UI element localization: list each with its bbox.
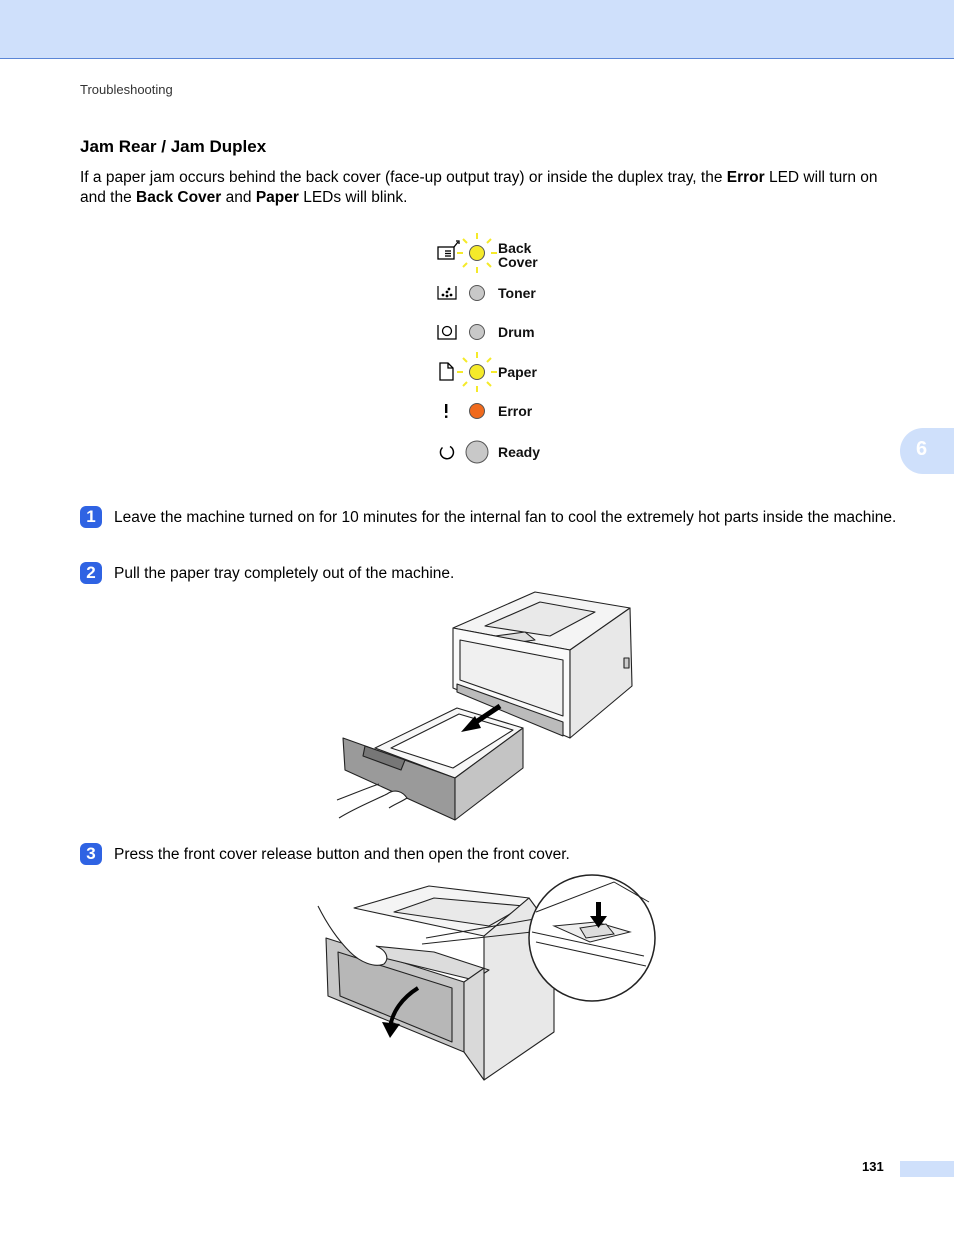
led-back-cover bbox=[470, 246, 485, 261]
page-number: 131 bbox=[862, 1159, 884, 1174]
step-badge bbox=[80, 562, 102, 584]
step-badge bbox=[80, 843, 102, 865]
header-band bbox=[0, 0, 954, 59]
led-label-error: Error bbox=[498, 403, 533, 419]
led-panel-figure bbox=[430, 228, 570, 472]
led-ready bbox=[466, 441, 488, 463]
section-title: Jam Rear / Jam Duplex bbox=[80, 137, 267, 156]
step-text: Pull the paper tray completely out of the machine. bbox=[114, 565, 455, 582]
intro-bold-back-cover: Back Cover bbox=[136, 189, 222, 206]
step-badge-number: 1 bbox=[86, 507, 96, 526]
intro-text: and bbox=[221, 189, 256, 206]
back-cover-icon bbox=[438, 241, 459, 259]
footer-band bbox=[900, 1161, 954, 1177]
led-label-drum: Drum bbox=[498, 324, 535, 340]
led-label-toner: Toner bbox=[498, 285, 536, 301]
intro-paragraph bbox=[80, 168, 900, 208]
printer-front-cover-illustration bbox=[314, 872, 659, 1086]
printer-tray-illustration bbox=[335, 588, 640, 833]
led-error bbox=[470, 404, 485, 419]
step-badge-number: 3 bbox=[86, 844, 96, 863]
breadcrumb: Troubleshooting bbox=[80, 82, 173, 97]
led-toner bbox=[470, 286, 485, 301]
zoom-detail-circle bbox=[529, 875, 655, 1001]
intro-text: LEDs will blink. bbox=[298, 189, 408, 206]
intro-bold-error: Error bbox=[726, 169, 765, 186]
exclamation-icon bbox=[445, 404, 447, 418]
step-badge bbox=[80, 506, 102, 528]
drum-icon bbox=[438, 325, 456, 339]
led-label-paper: Paper bbox=[498, 364, 537, 380]
led-label-cover: Cover bbox=[498, 254, 538, 270]
chapter-number: 6 bbox=[916, 438, 928, 460]
paper-icon bbox=[440, 363, 453, 380]
chapter-tab bbox=[900, 428, 954, 474]
intro-text: LED will turn on and the bbox=[80, 169, 878, 206]
step-text: Press the front cover release button and then open the front cover. bbox=[114, 846, 570, 863]
toner-icon bbox=[438, 286, 456, 299]
led-paper bbox=[470, 365, 485, 380]
led-drum bbox=[470, 325, 485, 340]
intro-bold-paper: Paper bbox=[255, 189, 299, 206]
power-icon bbox=[440, 447, 453, 459]
step-text: Leave the machine turned on for 10 minutes for the internal fan to cool the extremely hot parts inside the machine. bbox=[114, 509, 897, 526]
led-label-back: Back bbox=[498, 240, 532, 256]
intro-text: If a paper jam occurs behind the back cover (face-up output tray) or inside the duplex tray, the bbox=[80, 169, 727, 186]
step-badge-number: 2 bbox=[86, 563, 96, 582]
led-label-ready: Ready bbox=[498, 444, 541, 460]
